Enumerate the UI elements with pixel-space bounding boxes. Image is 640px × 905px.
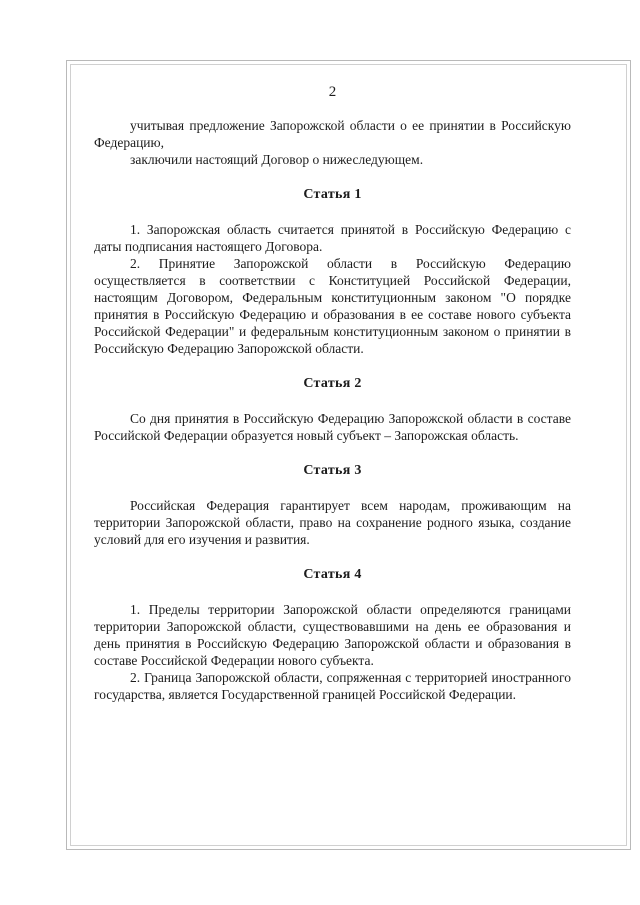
intro-paragraph: учитывая предложение Запорожской области о ее принятии в Российскую Федерацию, bbox=[94, 118, 571, 150]
article-1-paragraph-1: 1. Запорожская область считается принятой в Российскую Федерацию с даты подписания настоящего Договора. bbox=[94, 222, 571, 254]
article-3-heading: Статья 3 bbox=[303, 463, 362, 478]
article-4-heading: Статья 4 bbox=[303, 567, 362, 582]
page-number: 2 bbox=[328, 84, 337, 100]
intro-paragraph: заключили настоящий Договор о нижеследующем. bbox=[130, 152, 424, 167]
article-2-heading: Статья 2 bbox=[303, 376, 362, 391]
article-4-paragraph-1: 1. Пределы территории Запорожской области определяются границами территории Запорожской области, существовавшими на день ее образования и день принятия в Российскую Федерацию Запорожской области и образования в составе Российской Федерации нового субъекта. bbox=[94, 602, 571, 668]
article-1-paragraph-2: 2. Принятие Запорожской области в Российскую Федерацию осуществляется в соответствии с Конституцией Российской Федерации, настоящим Договором, Федеральным конституционным законом "О порядке принятия в Российскую Федерацию и образования в ее составе нового субъекта Российской Федерации" и федеральным конституционным законом о принятии в Российскую Федерацию Запорожской области. bbox=[94, 256, 571, 356]
article-1-heading: Статья 1 bbox=[303, 187, 362, 202]
article-4-paragraph-2: 2. Граница Запорожской области, сопряженная с территорией иностранного государства, является Государственной границей Российской Федерации. bbox=[94, 670, 571, 702]
article-3-paragraph-1: Российская Федерация гарантирует всем народам, проживающим на территории Запорожской области, право на сохранение родного языка, создание условий для его изучения и развития. bbox=[94, 498, 571, 547]
document-page bbox=[94, 84, 571, 703]
article-2-paragraph-1: Со дня принятия в Российскую Федерацию Запорожской области в составе Российской Федерации образуется новый субъект – Запорожская область. bbox=[94, 411, 571, 443]
